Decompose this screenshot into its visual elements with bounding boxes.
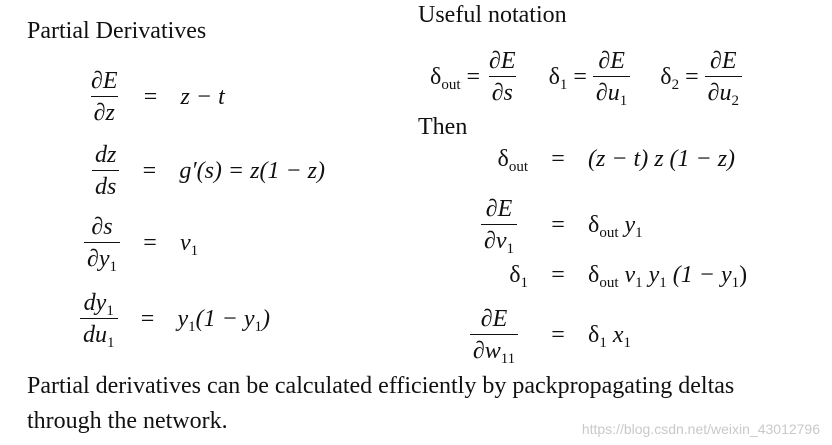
- relation: =: [573, 64, 587, 90]
- denominator: $\partial y_1$: [84, 242, 120, 275]
- lhs: $\delta_1$: [509, 262, 528, 291]
- then-delta-1: [470, 262, 747, 289]
- rhs: (z − t) z (1 − z): [588, 146, 736, 172]
- eq-dz-ds: [92, 140, 325, 203]
- numerator: ∂E: [91, 68, 118, 94]
- numerator: ∂E: [485, 196, 513, 222]
- fraction: [92, 140, 119, 203]
- fraction: [460, 304, 528, 367]
- relation: =: [551, 322, 565, 348]
- lhs: $\delta_{out}$: [497, 146, 528, 175]
- relation: =: [140, 306, 155, 332]
- relation: =: [551, 146, 565, 172]
- relation: =: [143, 84, 158, 110]
- notation-row: [430, 46, 742, 109]
- rhs: $y_1(1 - y_1)$: [177, 306, 270, 335]
- paragraph-line-2: through the network.: [27, 408, 228, 434]
- rhs: g′(s) = z(1 − z): [179, 158, 325, 184]
- denominator: $\partial w_{11}$: [470, 334, 518, 367]
- relation: =: [551, 262, 565, 288]
- fraction: [80, 288, 118, 351]
- eq-de-dz: [88, 66, 225, 129]
- numerator: $dy_1$: [83, 290, 114, 319]
- delta-1: $\delta_1$: [548, 64, 568, 93]
- numerator: ∂E: [489, 48, 516, 74]
- relation: =: [142, 158, 157, 184]
- fraction: [486, 46, 519, 109]
- denominator: $\partial u_1$: [593, 76, 630, 109]
- numerator: ∂s: [91, 214, 113, 240]
- relation: =: [685, 64, 699, 90]
- eq-dy1-du1: [80, 288, 270, 351]
- right-heading: Useful notation: [418, 2, 567, 28]
- fraction: [88, 66, 121, 129]
- numerator: ∂E: [710, 48, 737, 74]
- rhs: z − t: [180, 84, 225, 110]
- rhs: $v_1$: [180, 230, 199, 259]
- then-de-dw11: [460, 304, 631, 367]
- denominator: ∂s: [489, 76, 516, 109]
- relation: =: [466, 64, 481, 90]
- watermark: https://blog.csdn.net/weixin_43012796: [581, 421, 820, 437]
- denominator: $\partial v_1$: [481, 224, 517, 257]
- denominator: $du_1$: [80, 318, 118, 351]
- rhs: $\delta_{out}$ $v_1$ $y_1$ $(1 - y_1)$: [588, 262, 748, 291]
- rhs: $\delta_{out}$ $y_1$: [588, 212, 643, 241]
- fraction: [705, 46, 742, 109]
- left-heading: Partial Derivatives: [27, 18, 207, 44]
- relation: =: [551, 212, 565, 238]
- rhs: $\delta_1$ $x_1$: [588, 322, 631, 351]
- numerator: ∂E: [598, 48, 625, 74]
- denominator: $\partial u_2$: [705, 76, 742, 109]
- delta-2: $\delta_2$: [660, 64, 680, 93]
- eq-ds-dy1: [84, 212, 198, 275]
- then-delta-out: [470, 146, 735, 173]
- fraction: [593, 46, 630, 109]
- fraction: [470, 194, 528, 257]
- numerator: ∂E: [480, 306, 508, 332]
- fraction: [84, 212, 120, 275]
- paragraph-line-1: Partial derivatives can be calculated efficiently by packpropagating deltas: [27, 373, 735, 399]
- delta-out: $\delta_{out}$: [430, 64, 461, 93]
- denominator: ∂z: [91, 96, 118, 129]
- then-de-dv1: [470, 194, 643, 257]
- denominator: ds: [92, 170, 119, 203]
- then-label: Then: [418, 114, 468, 140]
- relation: =: [143, 230, 157, 256]
- numerator: dz: [95, 142, 117, 168]
